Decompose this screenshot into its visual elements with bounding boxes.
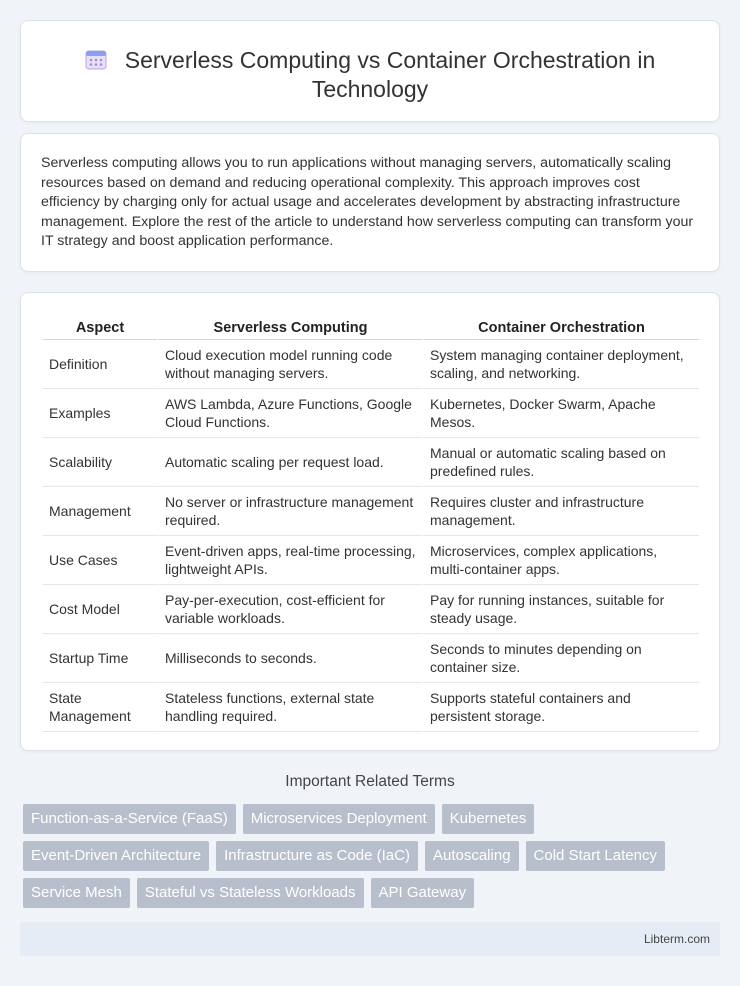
cell-serverless: Stateless functions, external state handling required. [157, 683, 422, 732]
header-aspect: Aspect [43, 313, 157, 340]
related-term-tag[interactable]: Stateful vs Stateless Workloads [137, 878, 364, 908]
comparison-table [43, 313, 699, 732]
related-term-tag[interactable]: Event-Driven Architecture [23, 841, 209, 871]
cell-container: Kubernetes, Docker Swarm, Apache Mesos. [422, 389, 699, 438]
cell-aspect: Examples [43, 389, 157, 438]
footer-brand[interactable]: Libterm.com [643, 932, 710, 946]
related-term-tag[interactable]: Microservices Deployment [243, 804, 435, 834]
cell-aspect: Definition [43, 340, 157, 389]
cell-serverless: Pay-per-execution, cost-efficient for variable workloads. [157, 585, 422, 634]
footer [20, 922, 720, 956]
related-term-tag[interactable]: Service Mesh [23, 878, 130, 908]
comparison-table-card [20, 292, 720, 751]
tag-row [23, 878, 723, 915]
cell-serverless: Event-driven apps, real-time processing, lightweight APIs. [157, 536, 422, 585]
cell-container: Microservices, complex applications, multi-container apps. [422, 536, 699, 585]
page-title [21, 46, 719, 104]
cell-aspect: Management [43, 487, 157, 536]
related-terms [23, 804, 723, 915]
tag-row [23, 804, 723, 841]
table-row [43, 585, 699, 634]
cell-container: Manual or automatic scaling based on predefined rules. [422, 438, 699, 487]
related-term-tag[interactable]: Autoscaling [425, 841, 519, 871]
table-row [43, 438, 699, 487]
cell-serverless: Milliseconds to seconds. [157, 634, 422, 683]
related-terms-title: Important Related Terms [285, 773, 455, 790]
intro-card [20, 133, 720, 272]
cell-container: Pay for running instances, suitable for steady usage. [422, 585, 699, 634]
title-line-1: Serverless Computing vs Container Orchestration in [124, 47, 656, 73]
table-row [43, 683, 699, 732]
cell-aspect: Startup Time [43, 634, 157, 683]
table-header-row [43, 313, 699, 340]
table-row [43, 536, 699, 585]
cell-container: System managing container deployment, scaling, and networking. [422, 340, 699, 389]
related-term-tag[interactable]: Cold Start Latency [526, 841, 665, 871]
cell-aspect: Use Cases [43, 536, 157, 585]
tag-row [23, 841, 723, 878]
related-term-tag[interactable]: Kubernetes [442, 804, 535, 834]
related-term-tag[interactable]: Infrastructure as Code (IaC) [216, 841, 418, 871]
cell-container: Supports stateful containers and persistent storage. [422, 683, 699, 732]
table-row [43, 487, 699, 536]
header-serverless: Serverless Computing [157, 313, 422, 340]
cell-aspect: Scalability [43, 438, 157, 487]
table-row [43, 634, 699, 683]
cell-aspect: Cost Model [43, 585, 157, 634]
cell-serverless: No server or infrastructure management required. [157, 487, 422, 536]
table-row [43, 340, 699, 389]
header-container: Container Orchestration [422, 313, 699, 340]
related-term-tag[interactable]: API Gateway [371, 878, 475, 908]
cell-container: Seconds to minutes depending on container size. [422, 634, 699, 683]
cell-serverless: AWS Lambda, Azure Functions, Google Cloud Functions. [157, 389, 422, 438]
title-line-2: Technology [311, 76, 429, 102]
title-card [20, 20, 720, 122]
cell-serverless: Automatic scaling per request load. [157, 438, 422, 487]
cell-container: Requires cluster and infrastructure management. [422, 487, 699, 536]
cell-serverless: Cloud execution model running code without managing servers. [157, 340, 422, 389]
related-term-tag[interactable]: Function-as-a-Service (FaaS) [23, 804, 236, 834]
calendar-icon [85, 48, 107, 70]
table-row [43, 389, 699, 438]
intro-text: Serverless computing allows you to run applications without managing servers, automatically scaling resources based on demand and reducing operational complexity. This approach improves cost efficiency by charging only for actual usage and accelerates development by abstracting infrastructure management. Explore the rest of the article to understand how serverless computing can transform your IT strategy and boost application performance. [41, 155, 694, 250]
cell-aspect: State Management [43, 683, 157, 732]
